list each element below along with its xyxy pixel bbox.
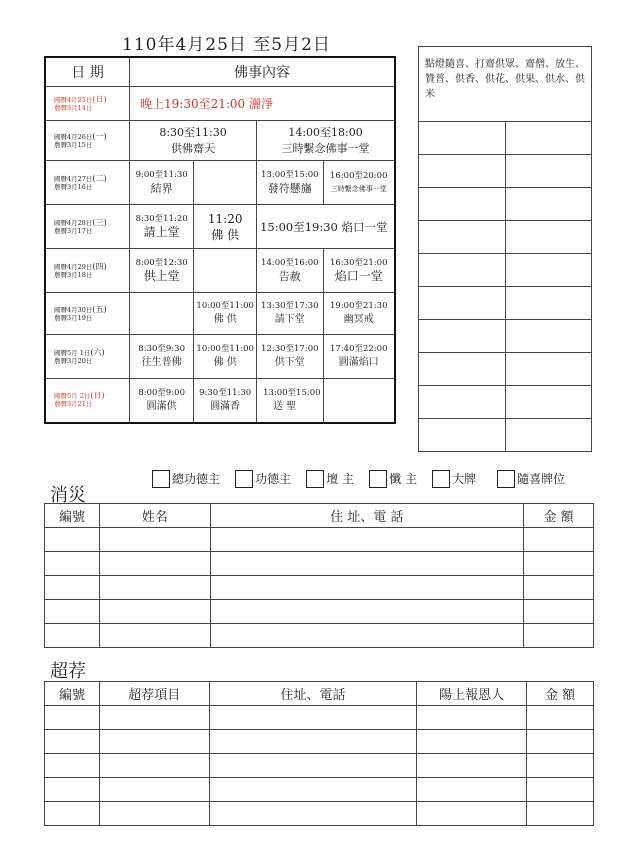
date-cell: 國曆4月28日(三) 農曆3月17日 [45,205,130,249]
offerings-cell[interactable] [505,221,592,254]
table-row [45,730,594,754]
table-row [45,706,594,730]
event-cell: 12:30至17:00 供下堂 [257,335,323,379]
event-cell: 11:20 佛 供 [194,205,257,249]
table-row [45,600,594,624]
event-cell-empty [323,379,395,423]
date-cell: 國曆5月 2日(日) 農曆3月21日 [45,379,130,423]
offerings-panel [418,46,592,452]
event-cell: 14:00至16:00 告赦 [257,249,323,293]
offerings-cell[interactable] [419,188,506,221]
schedule-row [45,249,395,293]
table-row [45,552,594,576]
offerings-cell[interactable] [505,188,592,221]
date-cell: 國曆4月27日(二) 農曆3月16日 [45,161,130,205]
schedule-table [44,56,396,424]
offerings-cell[interactable] [419,122,506,155]
col-header: 姓名 [99,504,210,528]
table-row [45,754,594,778]
offerings-cell[interactable] [505,254,592,287]
chaojian-table [44,681,594,826]
date-header: 日 期 [45,57,130,87]
event-cell: 10:00至11:00 佛 供 [194,335,257,379]
checkbox-4[interactable] [432,470,450,488]
checkbox-2[interactable] [306,470,324,488]
col-header: 編號 [45,504,100,528]
event-cell: 10:00至11:00 佛 供 [194,293,257,335]
schedule-row [45,293,395,335]
offerings-cell[interactable] [505,353,592,386]
col-header: 住 址、電 話 [210,504,523,528]
date-cell: 國曆4月30日(五) 農曆3月19日 [45,293,130,335]
checkbox-3[interactable] [369,470,387,488]
date-cell: 國曆4月29日(四) 農曆3月18日 [45,249,130,293]
event-cell: 8:00至12:30 供上堂 [130,249,194,293]
event-cell: 晚上19:30至21:00 灑淨 [130,87,396,121]
offerings-cell[interactable] [505,320,592,353]
schedule-row [45,121,395,161]
table-row [45,802,594,826]
xiaozai-title: 消災 [50,485,86,506]
offerings-cell[interactable] [505,287,592,320]
offerings-cell[interactable] [419,221,506,254]
chaojian-title: 超荐 [50,661,86,682]
event-cell: 9:30至11:30 圓滿香 [194,379,257,423]
event-cell: 13:30至17:30 請下堂 [257,293,323,335]
offerings-cell[interactable] [419,386,506,419]
schedule-row [45,335,395,379]
table-row [45,576,594,600]
date-cell: 國曆4月25日(日) 農曆3月14日 [45,87,130,121]
event-cell-empty [194,249,257,293]
checkbox-1[interactable] [235,470,253,488]
col-header: 陽上報恩人 [417,682,527,706]
table-row [45,778,594,802]
event-cell: 13:00至15:00 發符懸旛 [257,161,323,205]
event-cell: 8:00至9:00 圓滿供 [130,379,194,423]
date-cell: 國曆5月 1日(六) 農曆3月20日 [45,335,130,379]
schedule-row [45,379,395,423]
page-title: 110年4月25日 至5月2日 [122,35,331,55]
offerings-cell[interactable] [505,386,592,419]
event-cell: 16:30至21:00 焰口一堂 [323,249,395,293]
schedule-row [45,87,395,121]
event-cell: 8:30至11:20 請上堂 [130,205,194,249]
offerings-cell[interactable] [505,419,592,452]
col-header: 住址、電話 [209,682,417,706]
offerings-cell[interactable] [419,320,506,353]
col-header: 金 額 [527,682,594,706]
xiaozai-table [44,503,594,648]
date-cell: 國曆4月26日(一) 農曆3月15日 [45,121,130,161]
table-row [45,528,594,552]
schedule-row [45,161,395,205]
offerings-cell[interactable] [419,287,506,320]
col-header: 超荐項目 [99,682,209,706]
event-cell-empty [194,161,257,205]
event-cell-empty [130,293,194,335]
offerings-cell[interactable] [505,122,592,155]
offerings-cell[interactable] [419,155,506,188]
event-cell: 19:00至21:30 幽冥戒 [323,293,395,335]
xiaozai-options: 總功德主 功德主 壇 主 懺 主 大牌 隨喜牌位 [152,468,565,488]
col-header: 編號 [45,682,100,706]
offerings-cell[interactable] [505,155,592,188]
event-cell: 15:00至19:30 焰口一堂 [257,205,395,249]
offerings-note: 點燈隨喜、打齋供眾、齋僧、放生、贊普、供香、供花、供果、供水、供米 [419,47,592,122]
checkbox-5[interactable] [497,470,515,488]
content-header: 佛事內容 [130,57,396,87]
offerings-cell[interactable] [419,254,506,287]
schedule-row [45,205,395,249]
event-cell: 14:00至18:00 三時繫念佛事一堂 [257,121,395,161]
table-row [45,624,594,648]
offerings-cell[interactable] [419,419,506,452]
col-header: 金 額 [524,504,594,528]
event-cell: 13:00至15:00 送 聖 [257,379,323,423]
event-cell: 8:30至9:30 往生普佛 [130,335,194,379]
event-cell: 16:00至20:00 三時繫念佛事一堂 [323,161,395,205]
checkbox-0[interactable] [152,470,170,488]
event-cell: 9:00至11:30 結界 [130,161,194,205]
offerings-cell[interactable] [419,353,506,386]
event-cell: 8:30至11:30 供佛齋天 [130,121,257,161]
event-cell: 17:40至22:00 圓滿焰口 [323,335,395,379]
